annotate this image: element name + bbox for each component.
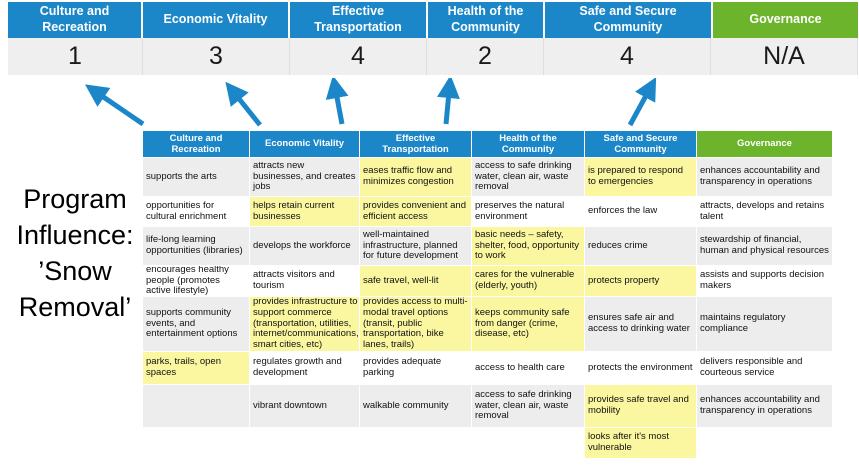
matrix-header-governance: Governance — [697, 131, 832, 157]
up-arrow-icon — [446, 92, 449, 124]
priority-header-economic-vitality: Economic Vitality — [143, 2, 288, 38]
matrix-cell: ensures safe air and access to drinking water — [585, 297, 696, 351]
matrix-cell: well-maintained infrastructure, planned for future development — [360, 227, 471, 265]
matrix-cell — [697, 428, 832, 458]
score-health-of-the-community: 2 — [427, 38, 543, 75]
priority-header-health-of-the-community: Health of the Community — [428, 2, 543, 38]
up-arrow-icon — [99, 94, 143, 124]
matrix-cell: attracts, develops and retains talent — [697, 197, 832, 226]
matrix-cell — [143, 428, 249, 458]
priority-header-safe-and-secure-community: Safe and Secure Community — [545, 2, 711, 38]
matrix-cell: stewardship of financial, human and physical resources — [697, 227, 832, 265]
matrix-cell: parks, trails, open spaces — [143, 352, 249, 384]
matrix-cell: supports the arts — [143, 158, 249, 196]
matrix-cell: keeps community safe from danger (crime, disease, etc) — [472, 297, 584, 351]
matrix-header-safe-and-secure-community: Safe and Secure Community — [585, 131, 696, 157]
influence-matrix — [143, 131, 832, 458]
matrix-cell: provides safe travel and mobility — [585, 385, 696, 427]
matrix-cell: maintains regulatory compliance — [697, 297, 832, 351]
matrix-cell: provides adequate parking — [360, 352, 471, 384]
program-influence-label: Program Influence: ’Snow Removal’ — [16, 184, 134, 322]
score-effective-transportation: 4 — [290, 38, 426, 75]
matrix-cell — [250, 428, 359, 458]
score-economic-vitality: 3 — [143, 38, 289, 75]
matrix-cell: protects the environment — [585, 352, 696, 384]
up-arrow-icon — [336, 92, 342, 124]
score-governance: N/A — [711, 38, 857, 75]
matrix-cell: cares for the vulnerable (elderly, youth) — [472, 266, 584, 296]
matrix-cell: access to safe drinking water, clean air, waste removal — [472, 158, 584, 196]
matrix-cell: delivers responsible and courteous service — [697, 352, 832, 384]
matrix-cell: regulates growth and development — [250, 352, 359, 384]
up-arrow-icon — [630, 92, 648, 125]
matrix-cell: safe travel, well-lit — [360, 266, 471, 296]
matrix-header-economic-vitality: Economic Vitality — [250, 131, 359, 157]
matrix-cell: protects property — [585, 266, 696, 296]
matrix-cell: life-long learning opportunities (libraries) — [143, 227, 249, 265]
matrix-cell: enhances accountability and transparency in operations — [697, 158, 832, 196]
matrix-cell: supports community events, and entertainment options — [143, 297, 249, 351]
priority-header-culture-and-recreation: Culture and Recreation — [8, 2, 141, 38]
matrix-cell — [472, 428, 584, 458]
matrix-header-effective-transportation: Effective Transportation — [360, 131, 471, 157]
matrix-cell: enhances accountability and transparency in operations — [697, 385, 832, 427]
matrix-cell: opportunities for cultural enrichment — [143, 197, 249, 226]
matrix-header-culture-and-recreation: Culture and Recreation — [143, 131, 249, 157]
matrix-cell — [143, 385, 249, 427]
matrix-cell: is prepared to respond to emergencies — [585, 158, 696, 196]
priority-header-effective-transportation: Effective Transportation — [290, 2, 426, 38]
score-safe-and-secure-community: 4 — [544, 38, 710, 75]
matrix-cell: provides infrastructure to support commerce (transportation, utilities, internet/communications, smart cities, etc) — [250, 297, 359, 351]
matrix-cell: provides access to multi-modal travel options (transit, public transportation, bike lanes, trails) — [360, 297, 471, 351]
matrix-header-health-of-the-community: Health of the Community — [472, 131, 584, 157]
matrix-cell: access to safe drinking water, clean air, waste removal — [472, 385, 584, 427]
matrix-cell: attracts visitors and tourism — [250, 266, 359, 296]
priority-header-governance: Governance — [713, 2, 858, 38]
matrix-cell: helps retain current businesses — [250, 197, 359, 226]
matrix-cell: provides convenient and efficient access — [360, 197, 471, 226]
matrix-cell: reduces crime — [585, 227, 696, 265]
matrix-cell: preserves the natural environment — [472, 197, 584, 226]
matrix-cell: attracts new businesses, and creates jobs — [250, 158, 359, 196]
matrix-cell: develops the workforce — [250, 227, 359, 265]
matrix-cell: walkable community — [360, 385, 471, 427]
matrix-cell: vibrant downtown — [250, 385, 359, 427]
matrix-cell: eases traffic flow and minimizes congestion — [360, 158, 471, 196]
matrix-cell: encourages healthy people (promotes active lifestyle) — [143, 266, 249, 296]
score-culture-and-recreation: 1 — [8, 38, 142, 75]
matrix-cell: basic needs – safety, shelter, food, opportunity to work — [472, 227, 584, 265]
matrix-cell: enforces the law — [585, 197, 696, 226]
matrix-cell: looks after it's most vulnerable — [585, 428, 696, 458]
matrix-cell — [360, 428, 471, 458]
arrow-group — [0, 78, 859, 132]
matrix-cell: access to health care — [472, 352, 584, 384]
priority-banner — [8, 2, 858, 38]
up-arrow-icon — [236, 95, 260, 125]
matrix-cell: assists and supports decision makers — [697, 266, 832, 296]
score-row — [8, 38, 858, 75]
